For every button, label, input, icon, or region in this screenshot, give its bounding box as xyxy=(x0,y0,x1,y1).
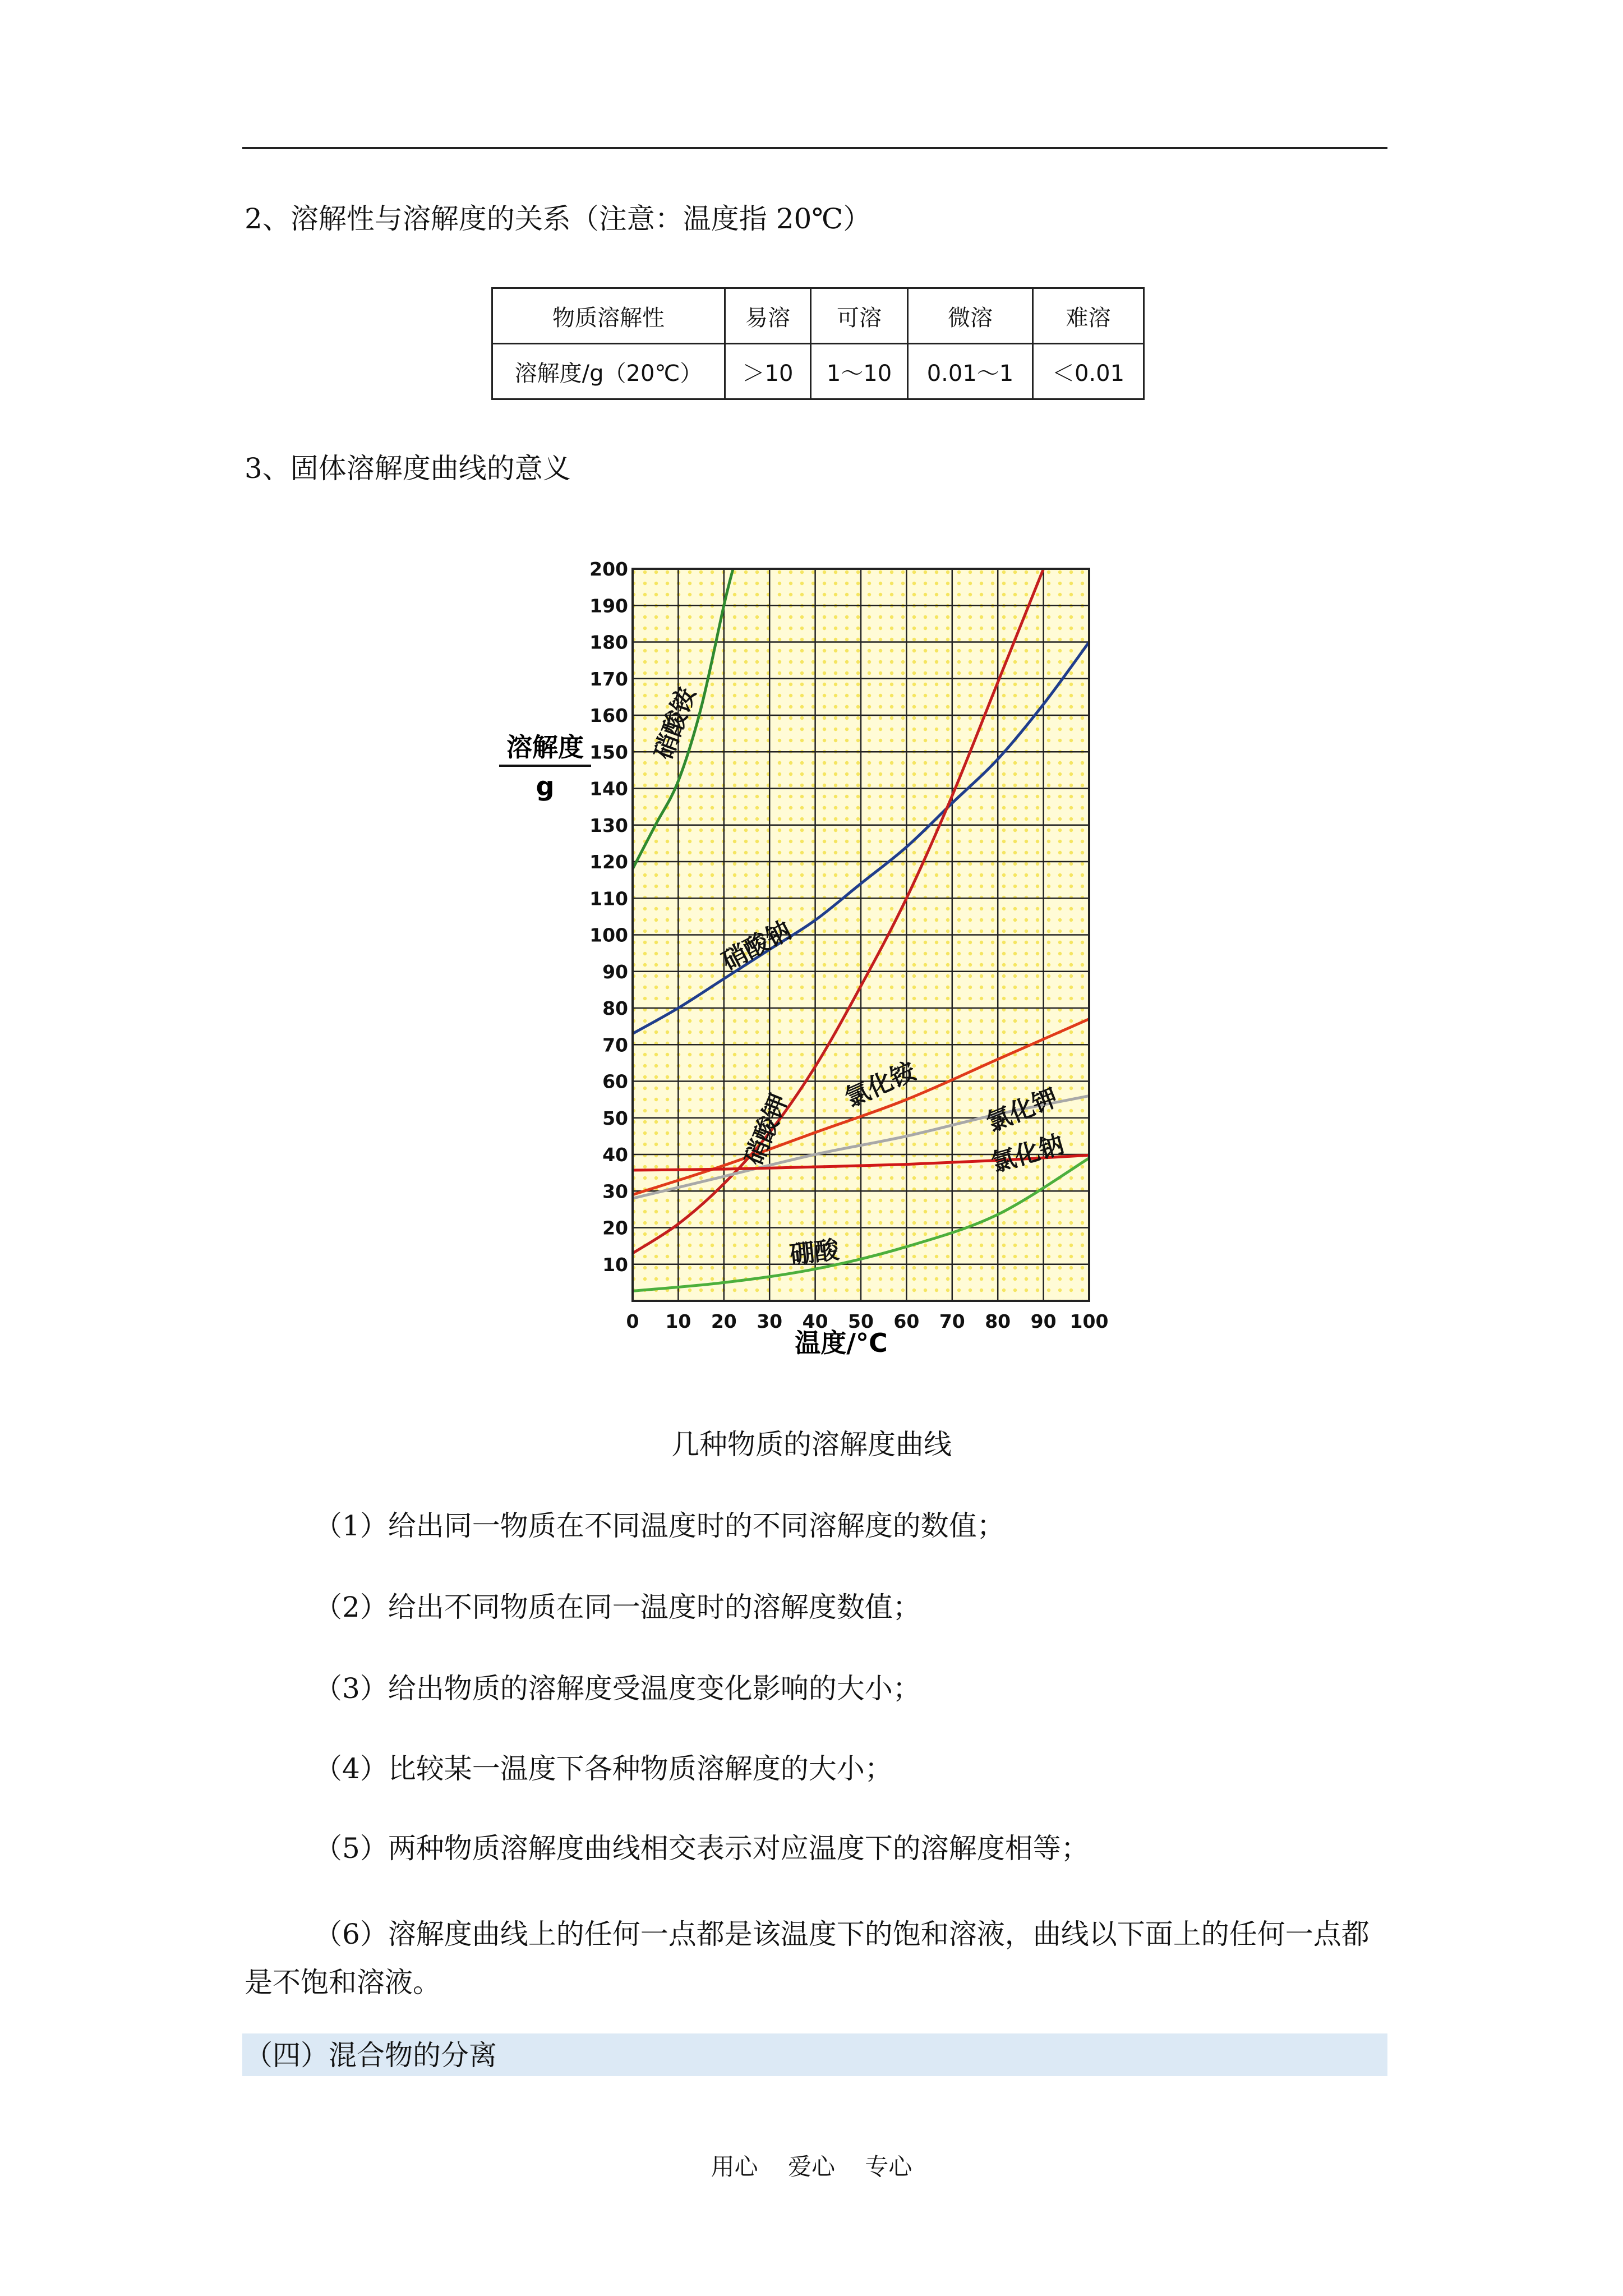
table-row xyxy=(492,344,1144,399)
y-tick-label: 30 xyxy=(602,1180,628,1203)
y-tick-label: 80 xyxy=(602,997,628,1019)
y-tick-label: 50 xyxy=(602,1107,628,1129)
y-tick-label: 180 xyxy=(589,631,628,654)
y-tick-label: 100 xyxy=(589,924,628,946)
y-tick-label: 170 xyxy=(589,668,628,690)
x-tick-label: 70 xyxy=(939,1310,965,1332)
y-tick-label: 130 xyxy=(589,814,628,836)
series-label: 硝酸钠 xyxy=(717,915,796,976)
y-tick-label: 40 xyxy=(602,1144,628,1166)
table-row xyxy=(492,288,1144,344)
y-tick-label: 10 xyxy=(602,1253,628,1276)
y-tick-label: 70 xyxy=(602,1034,628,1056)
series-label: 硼酸 xyxy=(788,1235,841,1269)
y-tick-label: 150 xyxy=(589,741,628,763)
table-cell: 物质溶解性 xyxy=(492,288,725,344)
table-cell: 1～10 xyxy=(811,344,908,399)
heading-curve-meaning: 3、固体溶解度曲线的意义 xyxy=(245,452,571,485)
x-tick-label: 40 xyxy=(802,1310,828,1332)
y-tick-label: 160 xyxy=(589,705,628,726)
series-label: 氯化铵 xyxy=(841,1056,920,1113)
list-item: （4）比较某一温度下各种物质溶解度的大小； xyxy=(314,1752,893,1785)
series-label: 氯化钠 xyxy=(988,1130,1067,1178)
table-cell: 易溶 xyxy=(725,288,811,344)
series-label: 硝酸铵 xyxy=(649,683,702,763)
x-tick-label: 60 xyxy=(893,1310,920,1332)
solubility-table xyxy=(491,287,1145,400)
table-cell: 可溶 xyxy=(811,288,908,344)
list-item: （2）给出不同物质在同一温度时的溶解度数值； xyxy=(314,1591,921,1623)
table-cell: 难溶 xyxy=(1033,288,1144,344)
y-tick-label: 20 xyxy=(602,1217,628,1239)
table-cell: 微溶 xyxy=(908,288,1033,344)
x-tick-label: 50 xyxy=(848,1310,874,1332)
x-tick-label: 90 xyxy=(1030,1310,1057,1332)
y-tick-label: 60 xyxy=(602,1070,628,1093)
x-tick-label: 20 xyxy=(711,1310,737,1332)
header-rule xyxy=(242,147,1387,149)
y-axis-ticks xyxy=(589,558,628,1276)
chart-caption: 几种物质的溶解度曲线 xyxy=(671,1428,952,1461)
x-tick-label: 80 xyxy=(985,1310,1011,1332)
x-tick-label: 30 xyxy=(757,1310,783,1332)
list-item: （3）给出物质的溶解度受温度变化影响的大小； xyxy=(314,1672,921,1705)
heading-solubility-relation: 2、溶解性与溶解度的关系（注意：温度指 20℃） xyxy=(245,203,872,235)
y-tick-label: 190 xyxy=(589,595,628,617)
x-tick-label: 10 xyxy=(665,1310,691,1332)
table-cell: 溶解度/g（20℃） xyxy=(492,344,725,399)
list-item: （1）给出同一物质在不同温度时的不同溶解度的数值； xyxy=(314,1510,1005,1542)
y-tick-label: 120 xyxy=(589,851,628,873)
y-axis-unit: g xyxy=(536,771,555,802)
solubility-curve-chart xyxy=(482,544,1144,1369)
list-item: （5）两种物质溶解度曲线相交表示对应温度下的溶解度相等； xyxy=(314,1832,1089,1865)
y-axis-label: 溶解度 xyxy=(506,732,584,762)
section-title: （四）混合物的分离 xyxy=(245,2039,497,2072)
section-heading-bar xyxy=(242,2033,1387,2076)
series-label: 氯化钾 xyxy=(982,1083,1062,1138)
page-footer: 用心 爱心 专心 xyxy=(711,2153,912,2180)
x-tick-label: 100 xyxy=(1069,1310,1109,1332)
x-axis-label: 温度/°C xyxy=(795,1328,888,1358)
table-cell: 0.01～1 xyxy=(908,344,1033,399)
x-tick-label: 0 xyxy=(626,1310,639,1332)
y-tick-label: 200 xyxy=(589,558,628,580)
y-tick-label: 90 xyxy=(602,960,628,983)
y-tick-label: 110 xyxy=(589,887,628,910)
y-tick-label: 140 xyxy=(589,777,628,800)
table-cell: ＞10 xyxy=(725,344,811,399)
grid xyxy=(633,569,1089,1301)
list-item: （6）溶解度曲线上的任何一点都是该温度下的饱和溶液，曲线以下面上的任何一点都是不饱和溶液。 xyxy=(245,1918,1370,1999)
table-cell: ＜0.01 xyxy=(1033,344,1144,399)
series-label: 硝酸钾 xyxy=(739,1089,794,1170)
